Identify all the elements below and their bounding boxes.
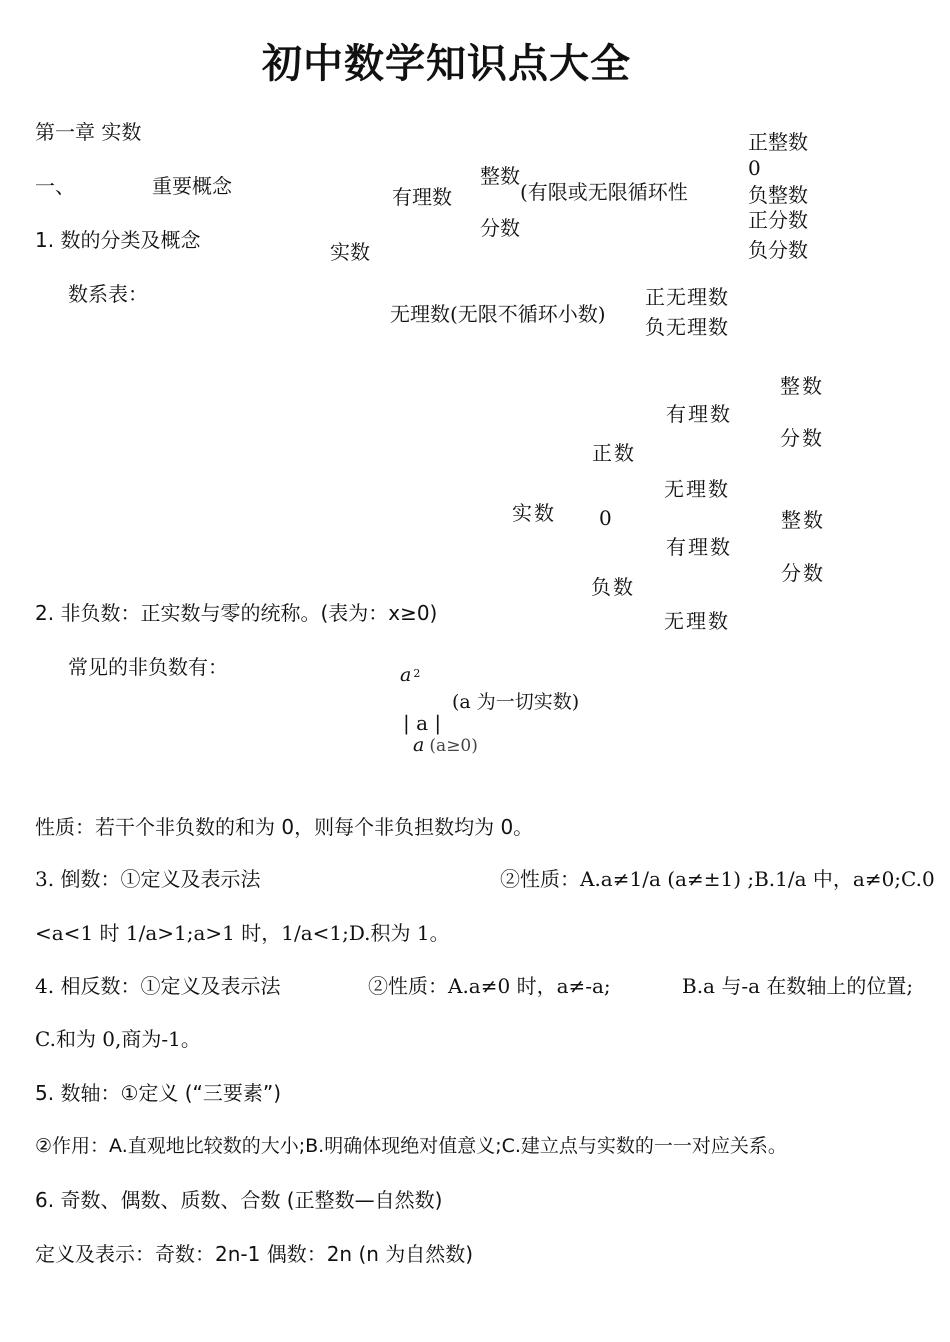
page-title: 初中数学知识点大全 <box>262 41 631 87</box>
item-4-left: 4. 相反数：①定义及表示法 <box>35 974 281 998</box>
diagram2-irrational-positive: 无理数 <box>664 477 730 501</box>
diagram1-note: (有限或无限循环性 <box>520 180 688 204</box>
diagram1-positive-irrational: 正无理数 <box>645 285 729 309</box>
item-3-left: 3. 倒数：①定义及表示法 <box>35 867 261 891</box>
item-6-line2: 定义及表示：奇数：2n-1 偶数：2n (n 为自然数) <box>35 1242 474 1266</box>
a-squared-exponent: 2 <box>413 667 421 680</box>
sqrt-a-condition: (a≥0) <box>429 736 478 756</box>
sqrt-a <box>413 736 478 755</box>
diagram1-positive-integer: 正整数 <box>748 130 808 154</box>
diagram1-negative-fraction: 负分数 <box>748 238 808 262</box>
item-4-mid: ②性质：A.a≠0 时，a≠-a; <box>368 974 611 998</box>
diagram1-real: 实数 <box>330 240 370 264</box>
diagram2-real: 实数 <box>512 501 556 525</box>
item-2-heading: 2. 非负数：正实数与零的统称。(表为：x≥0) <box>35 601 438 625</box>
diagram1-rational: 有理数 <box>392 185 452 209</box>
diagram2-rational-negative: 有理数 <box>666 535 732 559</box>
item-4-line2: C.和为 0,商为-1。 <box>35 1027 201 1051</box>
diagram2-integer-positive: 整数 <box>780 374 824 398</box>
item-3-right: ②性质：A.a≠1/a (a≠±1) ;B.1/a 中，a≠0;C.0 <box>500 867 935 891</box>
diagram2-negative: 负数 <box>591 575 635 599</box>
section-number: 一、 <box>35 174 75 198</box>
all-real-note: (a 为一切实数) <box>452 691 580 713</box>
item-5-line2: ②作用：A.直观地比较数的大小;B.明确体现绝对值意义;C.建立点与实数的一一对应关系。 <box>35 1135 787 1157</box>
item-4-right: B.a 与-a 在数轴上的位置; <box>682 974 914 998</box>
diagram2-rational-positive: 有理数 <box>666 402 732 426</box>
a-squared-base: a <box>400 664 412 686</box>
diagram1-positive-fraction: 正分数 <box>748 208 808 232</box>
diagram2-zero: 0 <box>599 506 612 530</box>
diagram1-integer: 整数 <box>480 164 520 188</box>
chapter-heading: 第一章 实数 <box>35 120 142 144</box>
sqrt-a-base: a <box>413 734 425 756</box>
diagram2-fraction-negative: 分数 <box>781 561 825 585</box>
diagram1-fraction: 分数 <box>480 216 520 240</box>
common-nonnegatives-label: 常见的非负数有： <box>68 655 228 679</box>
diagram1-negative-integer: 负整数 <box>748 183 808 207</box>
section-heading: 重要概念 <box>152 174 232 198</box>
number-table-label: 数系表： <box>68 282 148 306</box>
diagram1-negative-irrational: 负无理数 <box>645 315 729 339</box>
item-1-heading: 1. 数的分类及概念 <box>35 228 201 252</box>
diagram2-positive: 正数 <box>592 441 636 465</box>
nonnegative-property: 性质：若干个非负数的和为 0，则每个非负担数均为 0。 <box>35 815 534 839</box>
item-5-line1: 5. 数轴：①定义 (“三要素”) <box>35 1081 282 1105</box>
diagram1-irrational: 无理数(无限不循环小数) <box>390 302 606 326</box>
item-6-line1: 6. 奇数、偶数、质数、合数 (正整数—自然数) <box>35 1188 443 1212</box>
absolute-a: | a | <box>403 711 442 735</box>
item-3-line2: <a<1 时 1/a>1;a>1 时，1/a<1;D.积为 1。 <box>35 921 450 945</box>
diagram2-integer-negative: 整数 <box>781 508 825 532</box>
diagram2-irrational-negative: 无理数 <box>664 609 730 633</box>
diagram2-fraction-positive: 分数 <box>780 426 824 450</box>
diagram1-zero: 0 <box>748 156 761 180</box>
a-squared <box>400 666 420 685</box>
